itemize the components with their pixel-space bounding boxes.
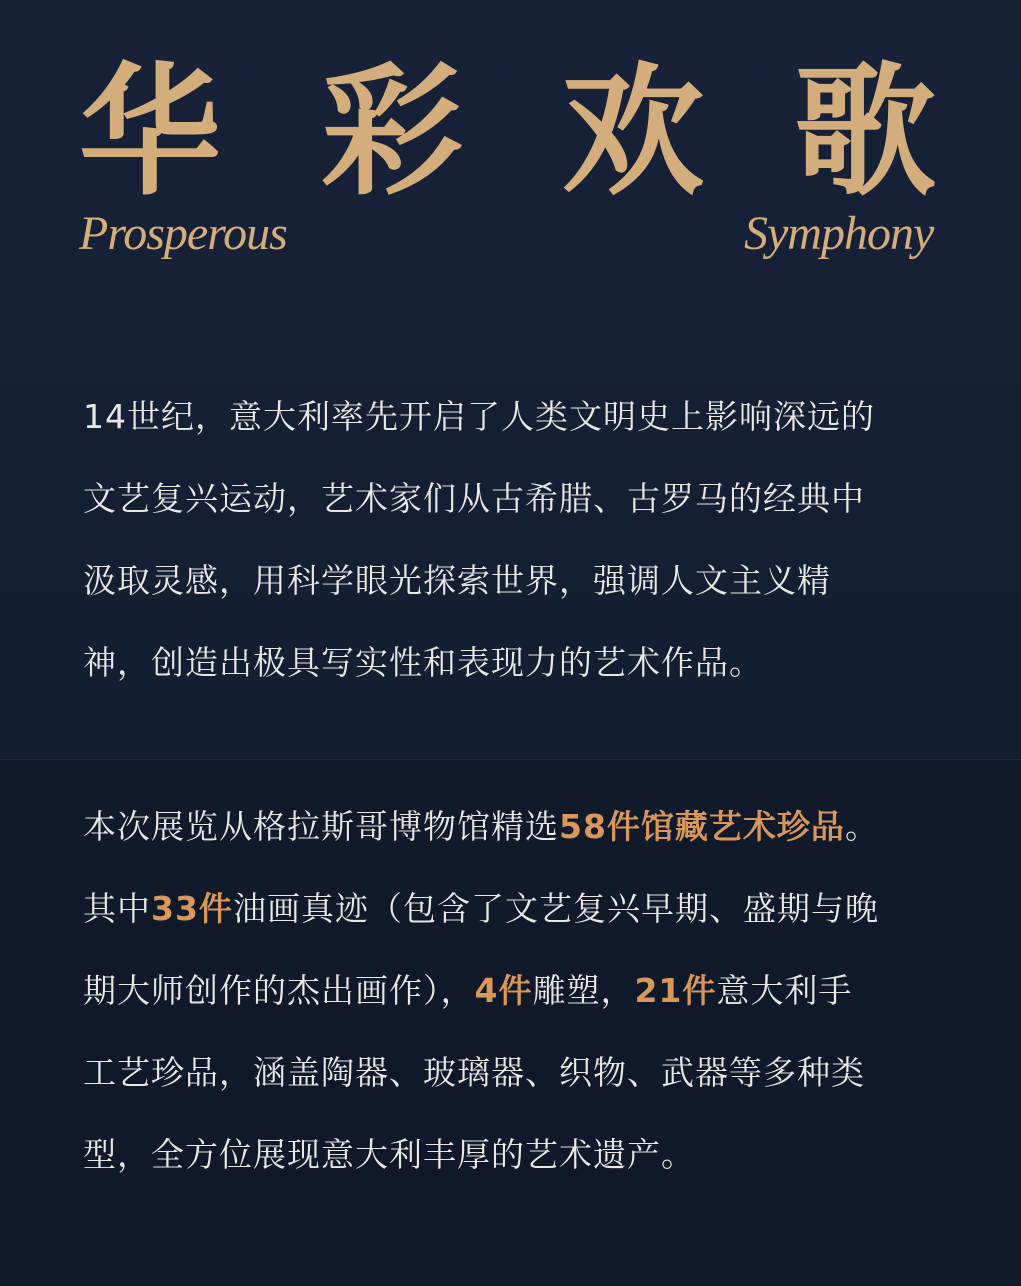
title-char-4: 歌 — [794, 49, 936, 215]
intro-line: 文艺复兴运动，艺术家们从古希腊、古罗马的经典中 — [83, 479, 865, 518]
exhibition-paragraph — [83, 786, 943, 1196]
text-segment: 雕塑， — [532, 971, 635, 1010]
section-divider — [0, 759, 1021, 760]
intro-line: 14世纪，意大利率先开启了人类文明史上影响深远的 — [83, 397, 875, 436]
text-segment: 期大师创作的杰出画作）， — [83, 971, 475, 1010]
subtitle-right: Symphony — [744, 207, 934, 260]
text-segment: 本次展览从格拉斯哥博物馆精选 — [83, 807, 559, 846]
subtitle-left: Prosperous — [79, 207, 287, 260]
intro-line: 汲取灵感，用科学眼光探索世界，强调人文主义精 — [83, 561, 831, 600]
title-char-3: 欢 — [562, 49, 704, 215]
text-segment: 其中 — [83, 889, 151, 928]
exhibition-line-3 — [83, 950, 943, 1032]
exhibition-line-2 — [83, 868, 943, 950]
text-segment: 。 — [844, 807, 879, 846]
highlight-count: 33件 — [151, 889, 233, 928]
exhibition-line-5: 型，全方位展现意大利丰厚的艺术遗产。 — [83, 1135, 695, 1174]
highlight-count: 58件馆藏艺术珍品 — [559, 807, 845, 846]
highlight-count: 21件 — [634, 971, 717, 1010]
exhibition-line-1 — [83, 786, 943, 868]
intro-line: 神，创造出极具写实性和表现力的艺术作品。 — [83, 643, 763, 682]
text-segment: 意大利手 — [716, 971, 853, 1010]
title-char-2: 彩 — [321, 49, 463, 215]
intro-paragraph — [83, 376, 943, 704]
title-char-1: 华 — [79, 49, 221, 215]
text-segment: 油画真迹（包含了文艺复兴早期、盛期与晚 — [232, 889, 879, 928]
highlight-count: 4件 — [474, 971, 533, 1010]
exhibition-line-4: 工艺珍品，涵盖陶器、玻璃器、织物、武器等多种类 — [83, 1053, 865, 1092]
